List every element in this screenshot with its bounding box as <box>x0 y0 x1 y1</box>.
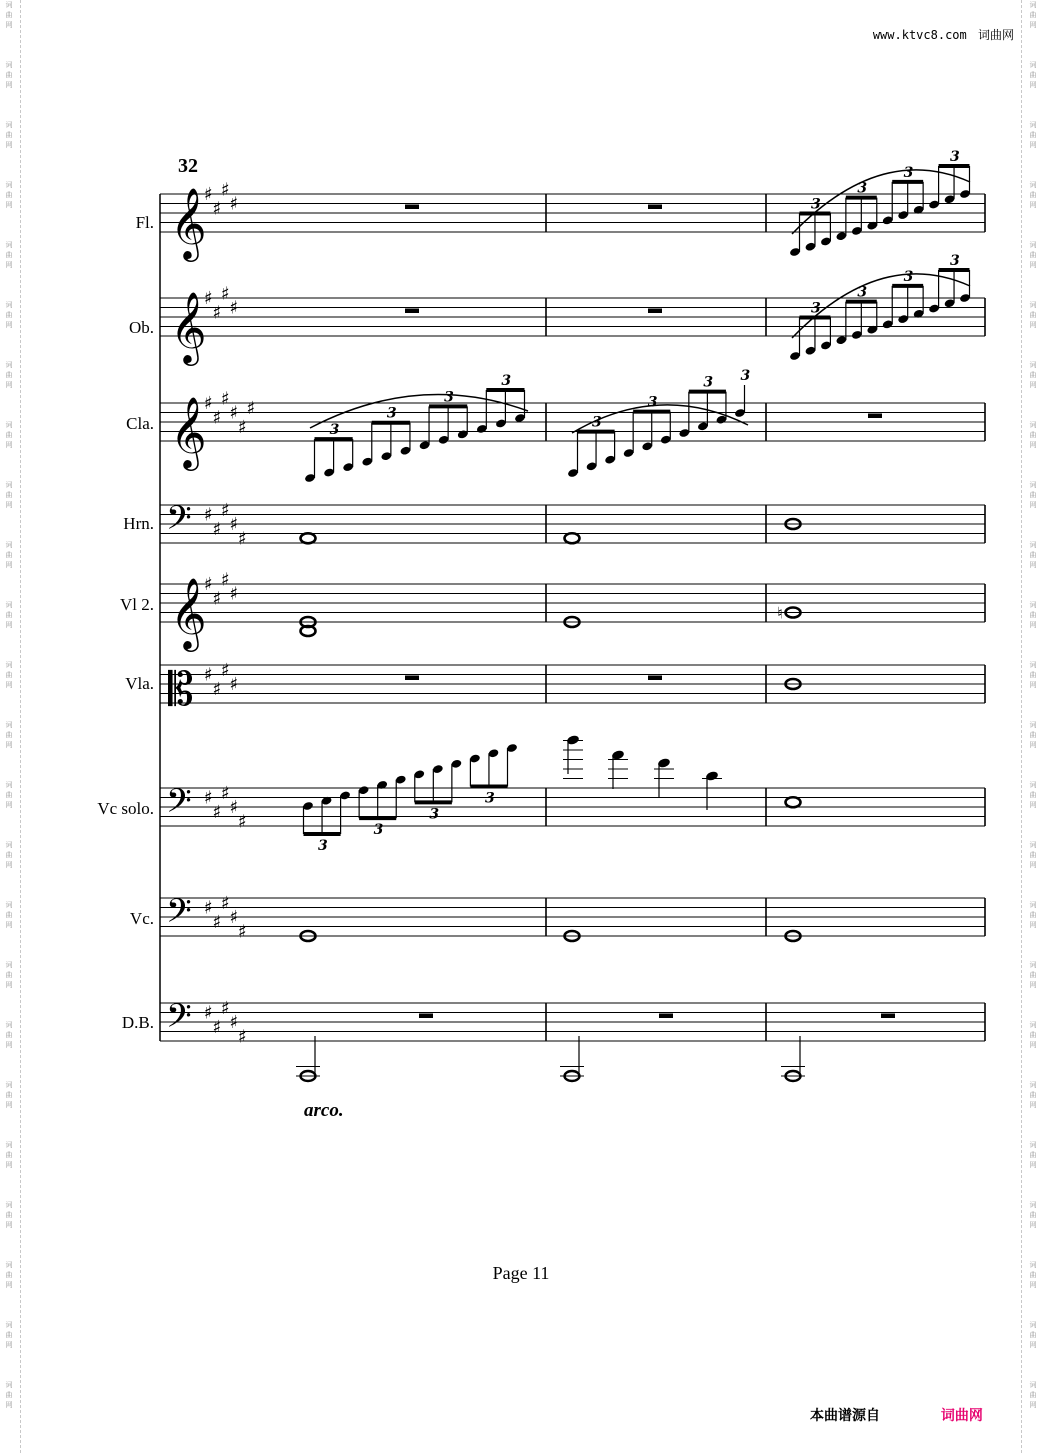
site-url[interactable]: www.ktvc8.com <box>872 28 967 42</box>
key-sharp: ♯ <box>238 528 247 550</box>
watermark-glyph: 词 <box>5 1141 13 1149</box>
watermark-glyph: 词 <box>1029 781 1037 789</box>
watermark-glyph: 曲 <box>1029 131 1037 139</box>
watermark-glyph: 网 <box>5 1281 13 1289</box>
watermark-glyph: 词 <box>5 1321 13 1329</box>
key-sharp: ♯ <box>221 499 230 521</box>
whole-rest <box>648 309 662 314</box>
watermark-glyph: 曲 <box>5 431 13 439</box>
watermark-glyph: 词 <box>5 1201 13 1209</box>
tuplet-number: 3 <box>501 373 512 389</box>
instrument-label-cello-solo: Vc solo. <box>97 799 154 818</box>
watermark-glyph: 词 <box>1029 661 1037 669</box>
key-sharp: ♯ <box>238 1026 247 1048</box>
watermark-glyph: 词 <box>1029 1261 1037 1269</box>
watermark-glyph: 词 <box>1029 1201 1037 1209</box>
watermark-glyph: 网 <box>5 81 13 89</box>
tuplet-number: 3 <box>444 389 454 406</box>
watermark-glyph: 曲 <box>5 191 13 199</box>
watermark-glyph: 网 <box>1029 921 1037 929</box>
watermark-glyph: 词 <box>5 121 13 129</box>
key-sharp: ♯ <box>229 193 239 215</box>
bass-clef: 𝄢 <box>166 892 192 939</box>
watermark-glyph: 网 <box>1029 21 1037 29</box>
watermark-glyph: 网 <box>1029 1401 1037 1409</box>
whole-note <box>565 533 580 543</box>
key-sharp: ♯ <box>238 921 247 943</box>
watermark-glyph: 词 <box>5 1 13 9</box>
watermark-glyph: 词 <box>5 1261 13 1269</box>
instrument-label-viola: Vla. <box>125 674 154 693</box>
watermark-glyph: 网 <box>1029 861 1037 869</box>
key-sharp: ♯ <box>229 583 239 605</box>
tuplet-number: 3 <box>950 253 960 269</box>
watermark-glyph: 曲 <box>5 911 13 919</box>
key-sharp: ♯ <box>221 388 230 410</box>
footer-source <box>810 1405 983 1425</box>
watermark-glyph: 曲 <box>1029 71 1037 79</box>
key-sharp: ♯ <box>204 288 213 309</box>
key-sharp: ♯ <box>204 504 213 526</box>
key-sharp: ♯ <box>212 198 222 220</box>
watermark-glyph: 词 <box>5 1381 13 1389</box>
watermark-glyph: 网 <box>1029 1041 1037 1049</box>
bass-clef: 𝄢 <box>166 499 192 546</box>
watermark-glyph: 词 <box>5 841 13 849</box>
watermark-glyph: 词 <box>1029 301 1037 309</box>
tuplet-number: 3 <box>647 394 658 411</box>
watermark-glyph: 曲 <box>5 311 13 319</box>
watermark-glyph: 网 <box>5 261 13 269</box>
watermark-glyph: 曲 <box>1029 431 1037 439</box>
watermark-glyph: 曲 <box>5 1091 13 1099</box>
tuplet-number: 3 <box>740 368 751 384</box>
watermark-glyph: 词 <box>5 721 13 729</box>
watermark-glyph: 曲 <box>5 1031 13 1039</box>
watermark-glyph: 网 <box>5 921 13 929</box>
watermark-glyph: 曲 <box>5 851 13 859</box>
tuplet-number: 3 <box>329 422 340 439</box>
key-sharp: ♯ <box>204 184 213 205</box>
watermark-glyph: 词 <box>5 181 13 189</box>
watermark-glyph: 词 <box>5 601 13 609</box>
watermark-glyph: 曲 <box>1029 491 1037 499</box>
instrument-label-cello: Vc. <box>129 909 154 928</box>
watermark-glyph: 曲 <box>1029 551 1037 559</box>
arco-marking: arco. <box>304 1100 344 1121</box>
tuplet-number: 3 <box>857 180 868 197</box>
key-sharp: ♯ <box>212 1016 222 1038</box>
watermark-glyph: 网 <box>1029 81 1037 89</box>
watermark-glyph: 网 <box>5 1161 13 1169</box>
watermark-glyph: 网 <box>5 441 13 449</box>
watermark-glyph: 词 <box>1029 541 1037 549</box>
watermark-glyph: 网 <box>5 1401 13 1409</box>
watermark-glyph: 曲 <box>5 491 13 499</box>
key-sharp: ♯ <box>238 811 247 833</box>
watermark-glyph: 曲 <box>1029 251 1037 259</box>
watermark-glyph: 曲 <box>1029 1031 1037 1039</box>
watermark-glyph: 网 <box>5 141 13 149</box>
key-sharp: ♯ <box>204 574 213 595</box>
watermark-glyph: 曲 <box>5 791 13 799</box>
natural-sign: ♮ <box>777 603 783 623</box>
watermark-glyph: 网 <box>5 981 13 989</box>
watermark-glyph: 网 <box>5 1341 13 1349</box>
instrument-label-double-bass: D.B. <box>121 1013 154 1032</box>
watermark-glyph: 网 <box>1029 561 1037 569</box>
whole-rest <box>405 309 419 314</box>
whole-note <box>301 533 316 543</box>
key-sharp: ♯ <box>221 997 230 1019</box>
watermark-glyph: 词 <box>1029 421 1037 429</box>
key-sharp: ♯ <box>212 518 222 540</box>
key-sharp: ♯ <box>221 659 230 681</box>
watermark-glyph: 网 <box>5 381 13 389</box>
instrument-label-horn: Hrn. <box>123 514 154 533</box>
tuplet-number: 3 <box>950 149 960 165</box>
watermark-glyph: 网 <box>5 681 13 689</box>
watermark-glyph: 词 <box>1029 1321 1037 1329</box>
watermark-glyph: 词 <box>5 1081 13 1089</box>
instrument-label-clarinet: Cla. <box>126 414 154 433</box>
watermark-glyph: 曲 <box>5 1151 13 1159</box>
watermark-glyph: 曲 <box>1029 311 1037 319</box>
watermark-glyph: 网 <box>1029 441 1037 449</box>
watermark-glyph: 网 <box>1029 501 1037 509</box>
watermark-glyph: 词 <box>1029 241 1037 249</box>
key-sharp: ♯ <box>221 283 230 305</box>
watermark-glyph: 网 <box>1029 201 1037 209</box>
key-sharp: ♯ <box>229 514 239 535</box>
key-sharp: ♯ <box>229 297 239 319</box>
key-sharp: ♯ <box>229 907 239 928</box>
whole-rest <box>868 414 882 419</box>
key-sharp: ♯ <box>204 787 213 809</box>
watermark-glyph: 网 <box>5 621 13 629</box>
alto-clef: 𝄡 <box>168 662 194 716</box>
watermark-glyph: 曲 <box>5 671 13 679</box>
watermark-glyph: 网 <box>5 861 13 869</box>
watermark-glyph: 网 <box>5 801 13 809</box>
watermark-glyph: 词 <box>5 481 13 489</box>
instrument-label-oboe: Ob. <box>128 318 154 337</box>
watermark-glyph: 词 <box>1029 1381 1037 1389</box>
tuplet-number: 3 <box>703 374 714 391</box>
whole-rest <box>419 1014 433 1019</box>
key-sharp: ♯ <box>212 678 222 700</box>
watermark-glyph: 词 <box>5 661 13 669</box>
watermark-glyph: 词 <box>1029 481 1037 489</box>
watermark-glyph: 曲 <box>1029 371 1037 379</box>
watermark-glyph: 曲 <box>5 551 13 559</box>
bass-clef: 𝄢 <box>166 782 192 829</box>
watermark-glyph: 词 <box>1029 841 1037 849</box>
watermark-glyph: 词 <box>5 61 13 69</box>
measure-number: 32 <box>178 155 198 177</box>
watermark-glyph: 词 <box>1029 601 1037 609</box>
watermark-glyph: 曲 <box>5 1211 13 1219</box>
watermark-glyph: 网 <box>1029 681 1037 689</box>
key-sharp: ♯ <box>212 801 222 823</box>
watermark-glyph: 词 <box>5 901 13 909</box>
tuplet-number: 3 <box>810 300 821 317</box>
watermark-glyph: 网 <box>5 501 13 509</box>
whole-rest <box>648 676 662 681</box>
watermark-glyph: 词 <box>1029 61 1037 69</box>
watermark-glyph: 词 <box>5 781 13 789</box>
watermark-glyph: 曲 <box>5 971 13 979</box>
site-name: 词曲网 <box>977 28 1014 42</box>
key-sharp: ♯ <box>221 569 230 591</box>
key-sharp: ♯ <box>204 664 213 686</box>
page-number: Page 11 <box>492 1263 550 1283</box>
watermark-glyph: 曲 <box>1029 851 1037 859</box>
treble-clef: 𝄞 <box>170 576 207 649</box>
key-sharp: ♯ <box>212 407 222 429</box>
watermark-glyph: 网 <box>1029 381 1037 389</box>
watermark-glyph: 曲 <box>5 251 13 259</box>
key-sharp: ♯ <box>246 397 256 419</box>
clarinet-slur <box>310 395 528 428</box>
watermark-glyph: 词 <box>5 541 13 549</box>
watermark-glyph: 网 <box>1029 801 1037 809</box>
key-sharp: ♯ <box>221 892 230 914</box>
treble-clef: 𝄞 <box>170 290 207 363</box>
watermark-glyph: 网 <box>1029 1161 1037 1169</box>
whole-note <box>786 797 801 807</box>
watermark-glyph: 词 <box>1029 1021 1037 1029</box>
tuplet-number: 3 <box>903 164 914 181</box>
tuplet-number: 3 <box>810 196 821 213</box>
key-sharp: ♯ <box>229 797 239 818</box>
watermark-glyph: 词 <box>1029 181 1037 189</box>
whole-rest <box>659 1014 673 1019</box>
watermark-glyph: 曲 <box>5 131 13 139</box>
watermark-glyph: 曲 <box>1029 1211 1037 1219</box>
watermark-glyph: 网 <box>5 561 13 569</box>
watermark-glyph: 曲 <box>5 371 13 379</box>
key-sharp: ♯ <box>229 1012 239 1033</box>
tuplet-number: 3 <box>857 284 868 301</box>
whole-rest <box>881 1014 895 1019</box>
watermark-glyph: 网 <box>1029 1221 1037 1229</box>
key-sharp: ♯ <box>229 674 239 695</box>
instrument-label-violin-2: Vl 2. <box>120 595 154 614</box>
key-sharp: ♯ <box>204 897 213 919</box>
watermark-glyph: 曲 <box>5 611 13 619</box>
watermark-glyph: 词 <box>1029 1 1037 9</box>
key-sharp: ♯ <box>212 588 222 610</box>
watermark-glyph: 网 <box>1029 1341 1037 1349</box>
watermark-glyph: 词 <box>5 421 13 429</box>
watermark-glyph: 曲 <box>1029 1391 1037 1399</box>
whole-rest <box>405 676 419 681</box>
treble-clef: 𝄞 <box>170 395 207 468</box>
watermark-glyph: 曲 <box>5 731 13 739</box>
watermark-glyph: 词 <box>1029 1081 1037 1089</box>
watermark-glyph: 词 <box>5 361 13 369</box>
watermark-glyph: 网 <box>5 321 13 329</box>
key-sharp: ♯ <box>212 302 222 324</box>
key-sharp: ♯ <box>204 393 213 414</box>
watermark-glyph: 曲 <box>1029 11 1037 19</box>
watermark-glyph: 曲 <box>1029 731 1037 739</box>
watermark-glyph: 网 <box>5 1101 13 1109</box>
watermark-glyph: 词 <box>1029 361 1037 369</box>
watermark-glyph: 网 <box>1029 321 1037 329</box>
watermark-glyph: 词 <box>1029 721 1037 729</box>
watermark-glyph: 网 <box>5 201 13 209</box>
key-sharp: ♯ <box>221 782 230 804</box>
watermark-glyph: 词 <box>5 961 13 969</box>
tuplet-number: 3 <box>592 414 602 431</box>
watermark-glyph: 词 <box>1029 1141 1037 1149</box>
watermark-glyph: 曲 <box>5 11 13 19</box>
whole-rest <box>648 205 662 210</box>
tuplet-number: 3 <box>484 790 495 807</box>
watermark-glyph: 网 <box>1029 621 1037 629</box>
watermark-glyph: 网 <box>1029 981 1037 989</box>
treble-clef: 𝄞 <box>170 186 207 259</box>
watermark-glyph: 网 <box>5 21 13 29</box>
tuplet-number: 3 <box>903 268 914 285</box>
watermark-glyph: 曲 <box>5 1331 13 1339</box>
footer-text: 本曲谱源自 <box>810 1408 880 1424</box>
music-marks <box>166 149 971 1081</box>
watermark-glyph: 网 <box>1029 1281 1037 1289</box>
watermark-glyph: 网 <box>5 1221 13 1229</box>
watermark-glyph: 曲 <box>5 1391 13 1399</box>
bass-clef: 𝄢 <box>166 997 192 1044</box>
watermark-glyph: 曲 <box>5 71 13 79</box>
watermark-glyph: 网 <box>1029 741 1037 749</box>
watermark-glyph: 网 <box>5 741 13 749</box>
watermark-glyph: 曲 <box>5 1271 13 1279</box>
tuplet-number: 3 <box>429 806 440 823</box>
whole-rest <box>405 205 419 210</box>
watermark-glyph: 网 <box>1029 1101 1037 1109</box>
watermark-glyph: 网 <box>1029 141 1037 149</box>
key-sharp: ♯ <box>238 416 247 438</box>
watermark-glyph: 词 <box>5 241 13 249</box>
watermark-glyph: 词 <box>5 301 13 309</box>
watermark-glyph: 网 <box>1029 261 1037 269</box>
watermark-glyph: 曲 <box>1029 911 1037 919</box>
watermark-glyph: 曲 <box>1029 971 1037 979</box>
tuplet-number: 3 <box>373 822 384 839</box>
key-sharp: ♯ <box>229 402 239 424</box>
watermark-glyph: 词 <box>1029 961 1037 969</box>
tuplet-number: 3 <box>386 405 397 422</box>
watermark-glyph: 词 <box>5 1021 13 1029</box>
watermark-glyph: 曲 <box>1029 611 1037 619</box>
watermark-glyph: 曲 <box>1029 791 1037 799</box>
tuplet-number: 3 <box>318 838 328 854</box>
key-sharp: ♯ <box>221 179 230 201</box>
watermark-glyph: 词 <box>1029 901 1037 909</box>
watermark-glyph: 曲 <box>1029 1151 1037 1159</box>
watermark-glyph: 曲 <box>1029 1271 1037 1279</box>
watermark-glyph: 词 <box>1029 121 1037 129</box>
watermark-glyph: 曲 <box>1029 671 1037 679</box>
watermark-glyph: 网 <box>5 1041 13 1049</box>
key-sharp: ♯ <box>212 911 222 933</box>
key-sharp: ♯ <box>204 1002 213 1024</box>
watermark-glyph: 曲 <box>1029 191 1037 199</box>
instrument-label-flute: Fl. <box>135 213 154 232</box>
footer-brand[interactable]: 词曲网 <box>940 1408 983 1424</box>
watermark-glyph: 曲 <box>1029 1091 1037 1099</box>
watermark-glyph: 曲 <box>1029 1331 1037 1339</box>
